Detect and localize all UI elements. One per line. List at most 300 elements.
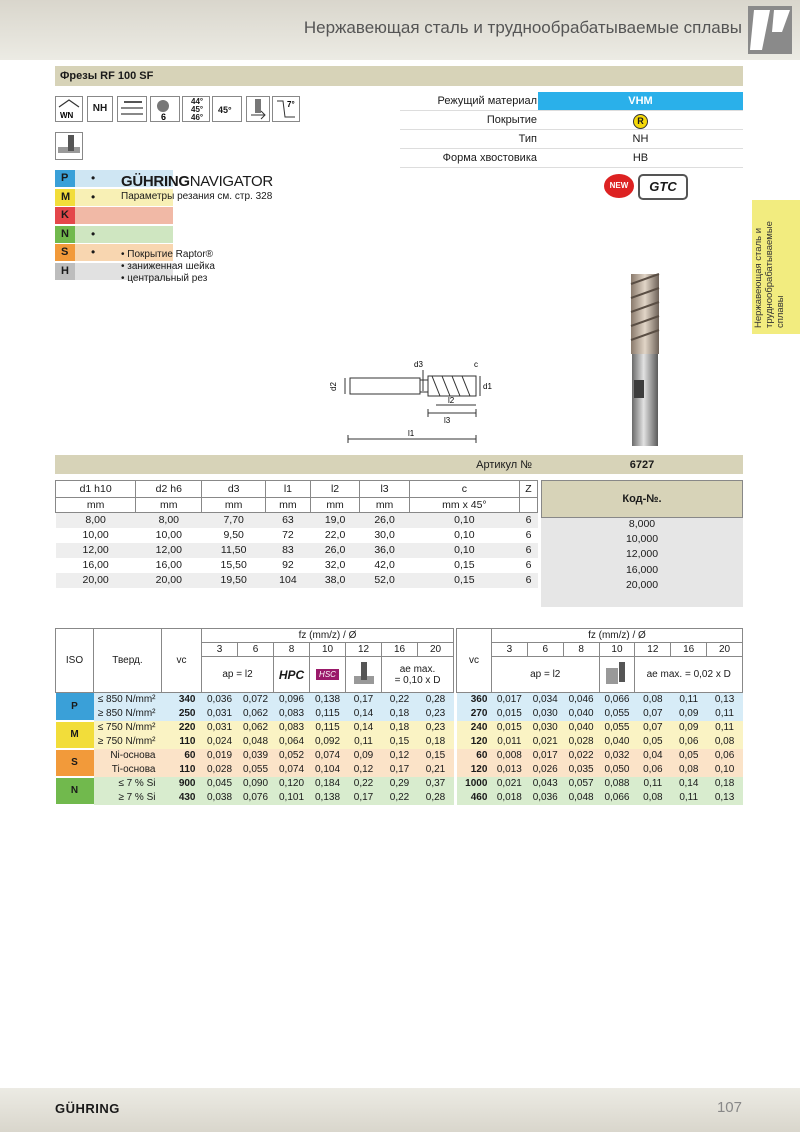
vc-cell: 900 — [178, 778, 196, 789]
fz-cell: 0,17 — [389, 764, 410, 775]
fz-cell: 0,23 — [425, 708, 446, 719]
table-row — [56, 763, 454, 777]
material-dot: • — [91, 189, 96, 204]
material-letter: H — [55, 263, 75, 280]
fz-cell: 0,11 — [354, 736, 373, 747]
slot-milling-icon — [346, 657, 382, 693]
fz-cell: 0,11 — [679, 792, 699, 803]
table-row — [56, 791, 454, 805]
milling-operation-icon — [55, 132, 83, 160]
fz-cell: 0,032 — [604, 750, 630, 761]
fz-cell: 0,05 — [678, 750, 699, 761]
table-row — [56, 513, 538, 528]
dim-cell: 6 — [525, 514, 532, 527]
article-label: Артикул № — [476, 459, 532, 471]
center-cut-icon — [246, 96, 270, 122]
table-row — [457, 735, 743, 749]
vc-cell: 60 — [476, 750, 488, 761]
svg-text:7°: 7° — [287, 100, 295, 109]
fz-cell: 0,101 — [278, 792, 305, 803]
table-row — [56, 735, 454, 749]
hardness-cell: Ni-основа — [110, 750, 156, 761]
fz-cell: 0,096 — [278, 694, 305, 706]
dim-cell: 63 — [282, 514, 294, 527]
dim-cell: 16,00 — [155, 559, 182, 571]
guehring-navigator-logo: GÜHRINGNAVIGATOR — [121, 173, 273, 190]
fz-cell: 0,11 — [679, 694, 699, 706]
dim-cell: 7,70 — [223, 514, 244, 527]
fz-cell: 0,09 — [678, 708, 699, 719]
fz-cell: 0,074 — [278, 764, 305, 775]
footer-brand: GÜHRING — [55, 1101, 120, 1116]
diameter-header: 10 — [599, 643, 635, 657]
fz-cell: 0,04 — [643, 750, 663, 761]
fz-cell: 0,13 — [714, 694, 735, 706]
vc-cell: 1000 — [465, 778, 488, 789]
fz-cell: 0,013 — [496, 764, 522, 775]
fz-cell: 0,12 — [353, 764, 374, 775]
dim-unit — [519, 498, 537, 513]
dim-header: d1 h10 — [56, 481, 136, 498]
dim-cell: 10,00 — [82, 529, 109, 541]
ap-left: ap = l2 — [202, 657, 274, 693]
hardness-cell: ≥ 850 N/mm² — [97, 708, 156, 719]
chapter-tab[interactable] — [752, 200, 800, 334]
dim-unit: mm — [202, 498, 266, 513]
fz-cell: 0,18 — [389, 708, 410, 719]
vc-cell: 220 — [178, 722, 196, 733]
dim-cell: 0,10 — [454, 544, 475, 556]
dim-cell: 0,10 — [454, 514, 475, 527]
page-number: 107 — [716, 1099, 742, 1116]
dim-cell: 0,15 — [454, 559, 475, 571]
dim-cell: 72 — [282, 529, 294, 541]
diameter-header: 3 — [202, 643, 238, 657]
hsc-icon: HSC — [310, 657, 346, 693]
fz-cell: 0,028 — [568, 736, 594, 747]
tolerance-icon — [117, 96, 147, 122]
fz-cell: 0,15 — [389, 736, 410, 747]
material-dot: • — [91, 171, 96, 185]
fz-cell: 0,083 — [278, 708, 305, 719]
feature-list — [121, 249, 215, 285]
table-row — [56, 721, 454, 735]
vc-cell: 110 — [179, 736, 196, 747]
code-header: Код-№. — [541, 480, 743, 518]
dim-cell: 16,00 — [82, 559, 109, 571]
fz-cell: 0,017 — [532, 750, 558, 761]
fz-cell: 0,057 — [568, 778, 594, 789]
fz-cell: 0,008 — [496, 750, 522, 761]
fz-cell: 0,055 — [604, 722, 630, 733]
dim-header: Z — [519, 481, 537, 498]
vc-cell: 110 — [179, 764, 196, 775]
fz-cell: 0,12 — [389, 750, 410, 761]
vc-cell: 60 — [184, 750, 196, 761]
fz-cell: 0,23 — [425, 722, 446, 733]
table-row — [56, 543, 538, 558]
dimension-table — [55, 480, 538, 588]
dim-cell: 52,0 — [374, 574, 395, 586]
fz-cell: 0,11 — [715, 708, 734, 719]
fz-cell: 0,018 — [496, 792, 522, 803]
fz-cell: 0,035 — [568, 764, 594, 775]
code-cell: 16,000 — [541, 564, 743, 579]
dim-cell: 11,50 — [220, 544, 247, 556]
svg-text:d2: d2 — [329, 382, 338, 391]
fz-cell: 0,08 — [714, 736, 735, 747]
dim-cell: 6 — [525, 559, 532, 571]
page-title: Нержавеющая сталь и труднообрабатываемые сплавы — [303, 18, 742, 37]
vc-header: vc — [457, 629, 492, 693]
fz-cell: 0,039 — [242, 750, 269, 761]
fz-cell: 0,036 — [206, 694, 233, 706]
fz-cell: 0,13 — [714, 792, 735, 803]
dim-header: c — [409, 481, 519, 498]
hardness-cell: ≥ 750 N/mm² — [97, 736, 156, 747]
fz-cell: 0,05 — [643, 736, 663, 747]
dim-unit: mm x 45° — [409, 498, 519, 513]
fz-cell: 0,031 — [206, 722, 233, 733]
dim-cell: 6 — [525, 544, 532, 556]
dim-cell: 8,00 — [158, 514, 180, 527]
fz-cell: 0,22 — [389, 694, 410, 706]
fz-cell: 0,08 — [678, 764, 699, 775]
material-letter: P — [55, 170, 75, 187]
table-row — [457, 791, 743, 805]
fz-cell: 0,18 — [714, 778, 735, 789]
dim-cell: 10,00 — [155, 529, 182, 541]
dim-cell: 83 — [282, 544, 294, 556]
fz-cell: 0,038 — [206, 792, 233, 803]
fz-cell: 0,28 — [425, 694, 446, 706]
dim-cell: 19,50 — [220, 574, 247, 586]
fz-cell: 0,017 — [496, 694, 522, 706]
fz-cell: 0,115 — [315, 722, 340, 733]
fz-cell: 0,083 — [278, 722, 305, 733]
property-row: Тип NH — [400, 130, 743, 149]
dim-cell: 38,0 — [324, 574, 346, 586]
fz-cell: 0,37 — [425, 778, 446, 789]
fz-cell: 0,066 — [604, 694, 630, 706]
vc-cell: 120 — [470, 764, 488, 775]
side-milling-icon — [599, 657, 635, 693]
ae-right: ae max. = 0,02 x D — [635, 657, 743, 693]
fz-header: fz (mm/z) / Ø — [491, 629, 742, 643]
dim-cell: 26,0 — [324, 544, 346, 556]
iso-header: ISO — [56, 629, 94, 693]
fz-cell: 0,076 — [242, 792, 269, 803]
fz-cell: 0,040 — [568, 708, 594, 719]
product-bar — [55, 66, 743, 86]
product-title: Фрезы RF 100 SF — [60, 70, 154, 82]
navigator-reference: Параметры резания см. стр. 328 — [121, 191, 273, 202]
table-row — [56, 558, 538, 573]
fz-cell: 0,17 — [353, 694, 374, 706]
table-row — [56, 749, 454, 763]
cutting-data-table-right — [456, 628, 743, 805]
table-row — [56, 707, 454, 721]
fz-cell: 0,06 — [714, 750, 735, 761]
fz-cell: 0,07 — [643, 708, 663, 719]
vc-header: vc — [162, 629, 202, 693]
neck-angle-icon — [272, 96, 300, 122]
fz-cell: 0,18 — [389, 722, 410, 733]
svg-text:l1: l1 — [408, 429, 415, 438]
vc-cell: 460 — [470, 792, 488, 803]
fz-cell: 0,021 — [532, 736, 558, 747]
cutting-data-table-left — [55, 628, 454, 806]
hardness-cell: ≥ 7 % Si — [118, 792, 156, 803]
ap-right: ap = l2 — [491, 657, 599, 693]
material-dot: • — [91, 245, 96, 259]
fz-cell: 0,09 — [678, 722, 699, 733]
table-row — [56, 573, 538, 588]
fz-cell: 0,048 — [242, 736, 269, 747]
dim-cell: 19,0 — [324, 514, 346, 527]
table-row — [56, 693, 454, 707]
diameter-header: 8 — [563, 643, 599, 657]
fz-cell: 0,115 — [315, 708, 340, 719]
diameter-header: 12 — [635, 643, 671, 657]
table-row — [457, 777, 743, 791]
feature-item: • Покрытие Raptor® — [121, 249, 214, 260]
fz-cell: 0,07 — [643, 722, 663, 733]
iso-cell: P — [56, 693, 94, 721]
fz-cell: 0,06 — [678, 736, 699, 747]
dim-cell: 32,0 — [324, 559, 346, 571]
dim-cell: 12,00 — [155, 544, 182, 556]
fz-cell: 0,18 — [425, 736, 446, 747]
end-mill-image — [620, 270, 670, 450]
vc-cell: 360 — [470, 694, 488, 706]
fz-cell: 0,062 — [242, 722, 269, 733]
fz-cell: 0,11 — [715, 722, 734, 733]
fz-cell: 0,184 — [314, 778, 341, 789]
dim-cell: 22,0 — [324, 529, 346, 541]
material-letter: K — [55, 207, 75, 224]
diameter-header: 10 — [310, 643, 346, 657]
fz-cell: 0,10 — [714, 764, 735, 775]
flutes-icon — [150, 96, 180, 122]
fz-cell: 0,15 — [425, 750, 446, 761]
fz-cell: 0,138 — [314, 694, 341, 706]
fz-cell: 0,120 — [278, 778, 305, 789]
svg-text:d3: d3 — [414, 360, 423, 369]
diameter-header: 8 — [274, 643, 310, 657]
fz-cell: 0,08 — [643, 694, 663, 706]
fz-cell: 0,019 — [206, 750, 233, 761]
fz-cell: 0,14 — [678, 778, 699, 789]
fz-cell: 0,026 — [532, 764, 558, 775]
fz-cell: 0,040 — [604, 736, 630, 747]
fz-cell: 0,064 — [278, 736, 305, 747]
table-row — [457, 721, 743, 735]
fz-cell: 0,090 — [242, 778, 269, 789]
hpc-icon: HPC — [274, 657, 310, 693]
fz-cell: 0,055 — [242, 764, 269, 775]
chapter-tab-label: Нержавеющая сталь и труднообрабатываемые сплавы — [753, 221, 786, 328]
vc-cell: 120 — [470, 736, 488, 747]
table-row — [457, 707, 743, 721]
dim-unit: mm — [56, 498, 136, 513]
material-letter: S — [55, 244, 75, 261]
fz-cell: 0,050 — [604, 764, 630, 775]
vc-cell: 240 — [470, 722, 488, 733]
fz-cell: 0,055 — [604, 708, 630, 719]
fz-cell: 0,17 — [353, 792, 374, 803]
fz-cell: 0,021 — [496, 778, 522, 789]
dim-header: d3 — [202, 481, 266, 498]
diameter-header: 6 — [527, 643, 563, 657]
tool-dimension-drawing — [320, 355, 500, 450]
diameter-header: 16 — [382, 643, 418, 657]
hardness-cell: ≤ 750 N/mm² — [97, 722, 156, 733]
svg-text:l2: l2 — [448, 396, 455, 405]
dim-cell: 104 — [279, 574, 297, 586]
fz-cell: 0,11 — [643, 778, 663, 789]
dim-cell: 92 — [282, 559, 294, 571]
raptor-coating-icon: R — [633, 114, 648, 129]
dim-cell: 9,50 — [223, 529, 244, 541]
svg-text:c: c — [474, 360, 478, 369]
dim-cell: 6 — [525, 529, 532, 541]
feature-item: • заниженная шейка — [121, 261, 215, 272]
table-row — [56, 777, 454, 791]
property-row: Покрытие R — [400, 111, 743, 130]
diameter-header: 6 — [238, 643, 274, 657]
vc-cell: 250 — [178, 708, 196, 719]
ae-left: ae max. = 0,10 x D — [382, 657, 454, 693]
dim-header: d2 h6 — [136, 481, 202, 498]
material-group-k — [55, 207, 275, 225]
dim-header: l3 — [360, 481, 410, 498]
chamfer-icon: 45° — [212, 96, 242, 122]
feature-item: • центральный рез — [121, 273, 208, 284]
fz-cell: 0,088 — [604, 778, 630, 789]
fz-cell: 0,14 — [353, 708, 374, 719]
dim-cell: 0,10 — [454, 529, 475, 541]
hardness-cell: Ti-основа — [111, 764, 156, 775]
fz-cell: 0,043 — [532, 778, 558, 789]
svg-text:l3: l3 — [444, 416, 451, 425]
fz-cell: 0,015 — [496, 722, 522, 733]
hardness-cell: ≤ 850 N/mm² — [97, 694, 156, 706]
fz-cell: 0,046 — [568, 694, 594, 706]
fz-cell: 0,09 — [353, 750, 374, 761]
material-bar — [75, 207, 173, 224]
fz-cell: 0,028 — [206, 764, 233, 775]
gtc-badge: GTC — [638, 174, 688, 200]
diameter-header: 20 — [707, 643, 743, 657]
fz-cell: 0,036 — [532, 792, 558, 803]
helix-angle-icon: 44° 45° 46° — [182, 96, 210, 122]
material-dot: • — [91, 226, 96, 241]
fz-cell: 0,14 — [353, 722, 374, 733]
dim-cell: 0,15 — [454, 574, 475, 586]
wn-standard-icon — [55, 96, 83, 122]
table-row — [457, 693, 743, 707]
nh-type-icon: NH — [87, 96, 113, 122]
material-group-n — [55, 226, 275, 244]
fz-cell: 0,011 — [497, 736, 522, 747]
code-cell: 12,000 — [541, 548, 743, 563]
property-row: Режущий материал VHM — [400, 92, 743, 111]
dim-unit: mm — [136, 498, 202, 513]
fz-cell: 0,08 — [643, 792, 663, 803]
vc-cell: 430 — [178, 792, 196, 803]
dim-cell: 30,0 — [374, 529, 395, 541]
dim-unit: mm — [266, 498, 311, 513]
fz-cell: 0,030 — [532, 708, 558, 719]
fz-header: fz (mm/z) / Ø — [202, 629, 454, 643]
fz-cell: 0,066 — [604, 792, 630, 803]
fz-cell: 0,138 — [314, 792, 341, 803]
dim-header: l1 — [266, 481, 311, 498]
fz-cell: 0,072 — [242, 694, 269, 706]
dim-cell: 20,00 — [82, 574, 109, 586]
fz-cell: 0,048 — [568, 792, 594, 803]
code-cell: 8,000 — [541, 518, 743, 533]
hardness-header: Тверд. — [94, 629, 162, 693]
fz-cell: 0,031 — [206, 708, 233, 719]
dim-header: l2 — [310, 481, 360, 498]
material-letter: N — [55, 226, 75, 243]
fz-cell: 0,045 — [206, 778, 233, 789]
guehring-logo-icon — [748, 6, 792, 54]
table-row — [457, 749, 743, 763]
fz-cell: 0,21 — [425, 764, 446, 775]
diameter-header: 20 — [418, 643, 454, 657]
svg-text:6: 6 — [161, 112, 167, 121]
fz-cell: 0,062 — [242, 708, 269, 719]
fz-cell: 0,034 — [532, 694, 558, 706]
vc-cell: 340 — [178, 694, 196, 706]
diameter-header: 3 — [491, 643, 527, 657]
dim-cell: 26,0 — [374, 514, 395, 527]
diameter-header: 12 — [346, 643, 382, 657]
fz-cell: 0,030 — [532, 722, 558, 733]
iso-cell: N — [56, 777, 94, 805]
fz-cell: 0,022 — [568, 750, 594, 761]
code-cell: 10,000 — [541, 533, 743, 548]
iso-cell: S — [56, 749, 94, 777]
new-badge: NEW — [604, 174, 634, 198]
fz-cell: 0,092 — [314, 736, 341, 747]
fz-cell: 0,104 — [314, 764, 341, 775]
dim-cell: 36,0 — [374, 544, 395, 556]
fz-cell: 0,052 — [278, 750, 305, 761]
fz-cell: 0,015 — [496, 708, 522, 719]
fz-cell: 0,024 — [206, 736, 233, 747]
dim-unit: mm — [360, 498, 410, 513]
property-row: Форма хвостовика HB — [400, 149, 743, 168]
dim-cell: 20,00 — [155, 574, 182, 586]
article-number: 6727 — [629, 459, 655, 471]
fz-cell: 0,28 — [425, 792, 446, 803]
table-row — [457, 763, 743, 777]
dim-cell: 15,50 — [220, 559, 247, 571]
fz-cell: 0,22 — [389, 792, 410, 803]
dim-cell: 6 — [525, 574, 532, 586]
fz-cell: 0,040 — [568, 722, 594, 733]
hardness-cell: ≤ 7 % Si — [118, 778, 156, 789]
table-row — [56, 528, 538, 543]
code-column — [541, 518, 743, 607]
dim-unit: mm — [310, 498, 360, 513]
dim-cell: 12,00 — [82, 544, 109, 556]
material-bar — [75, 226, 173, 243]
